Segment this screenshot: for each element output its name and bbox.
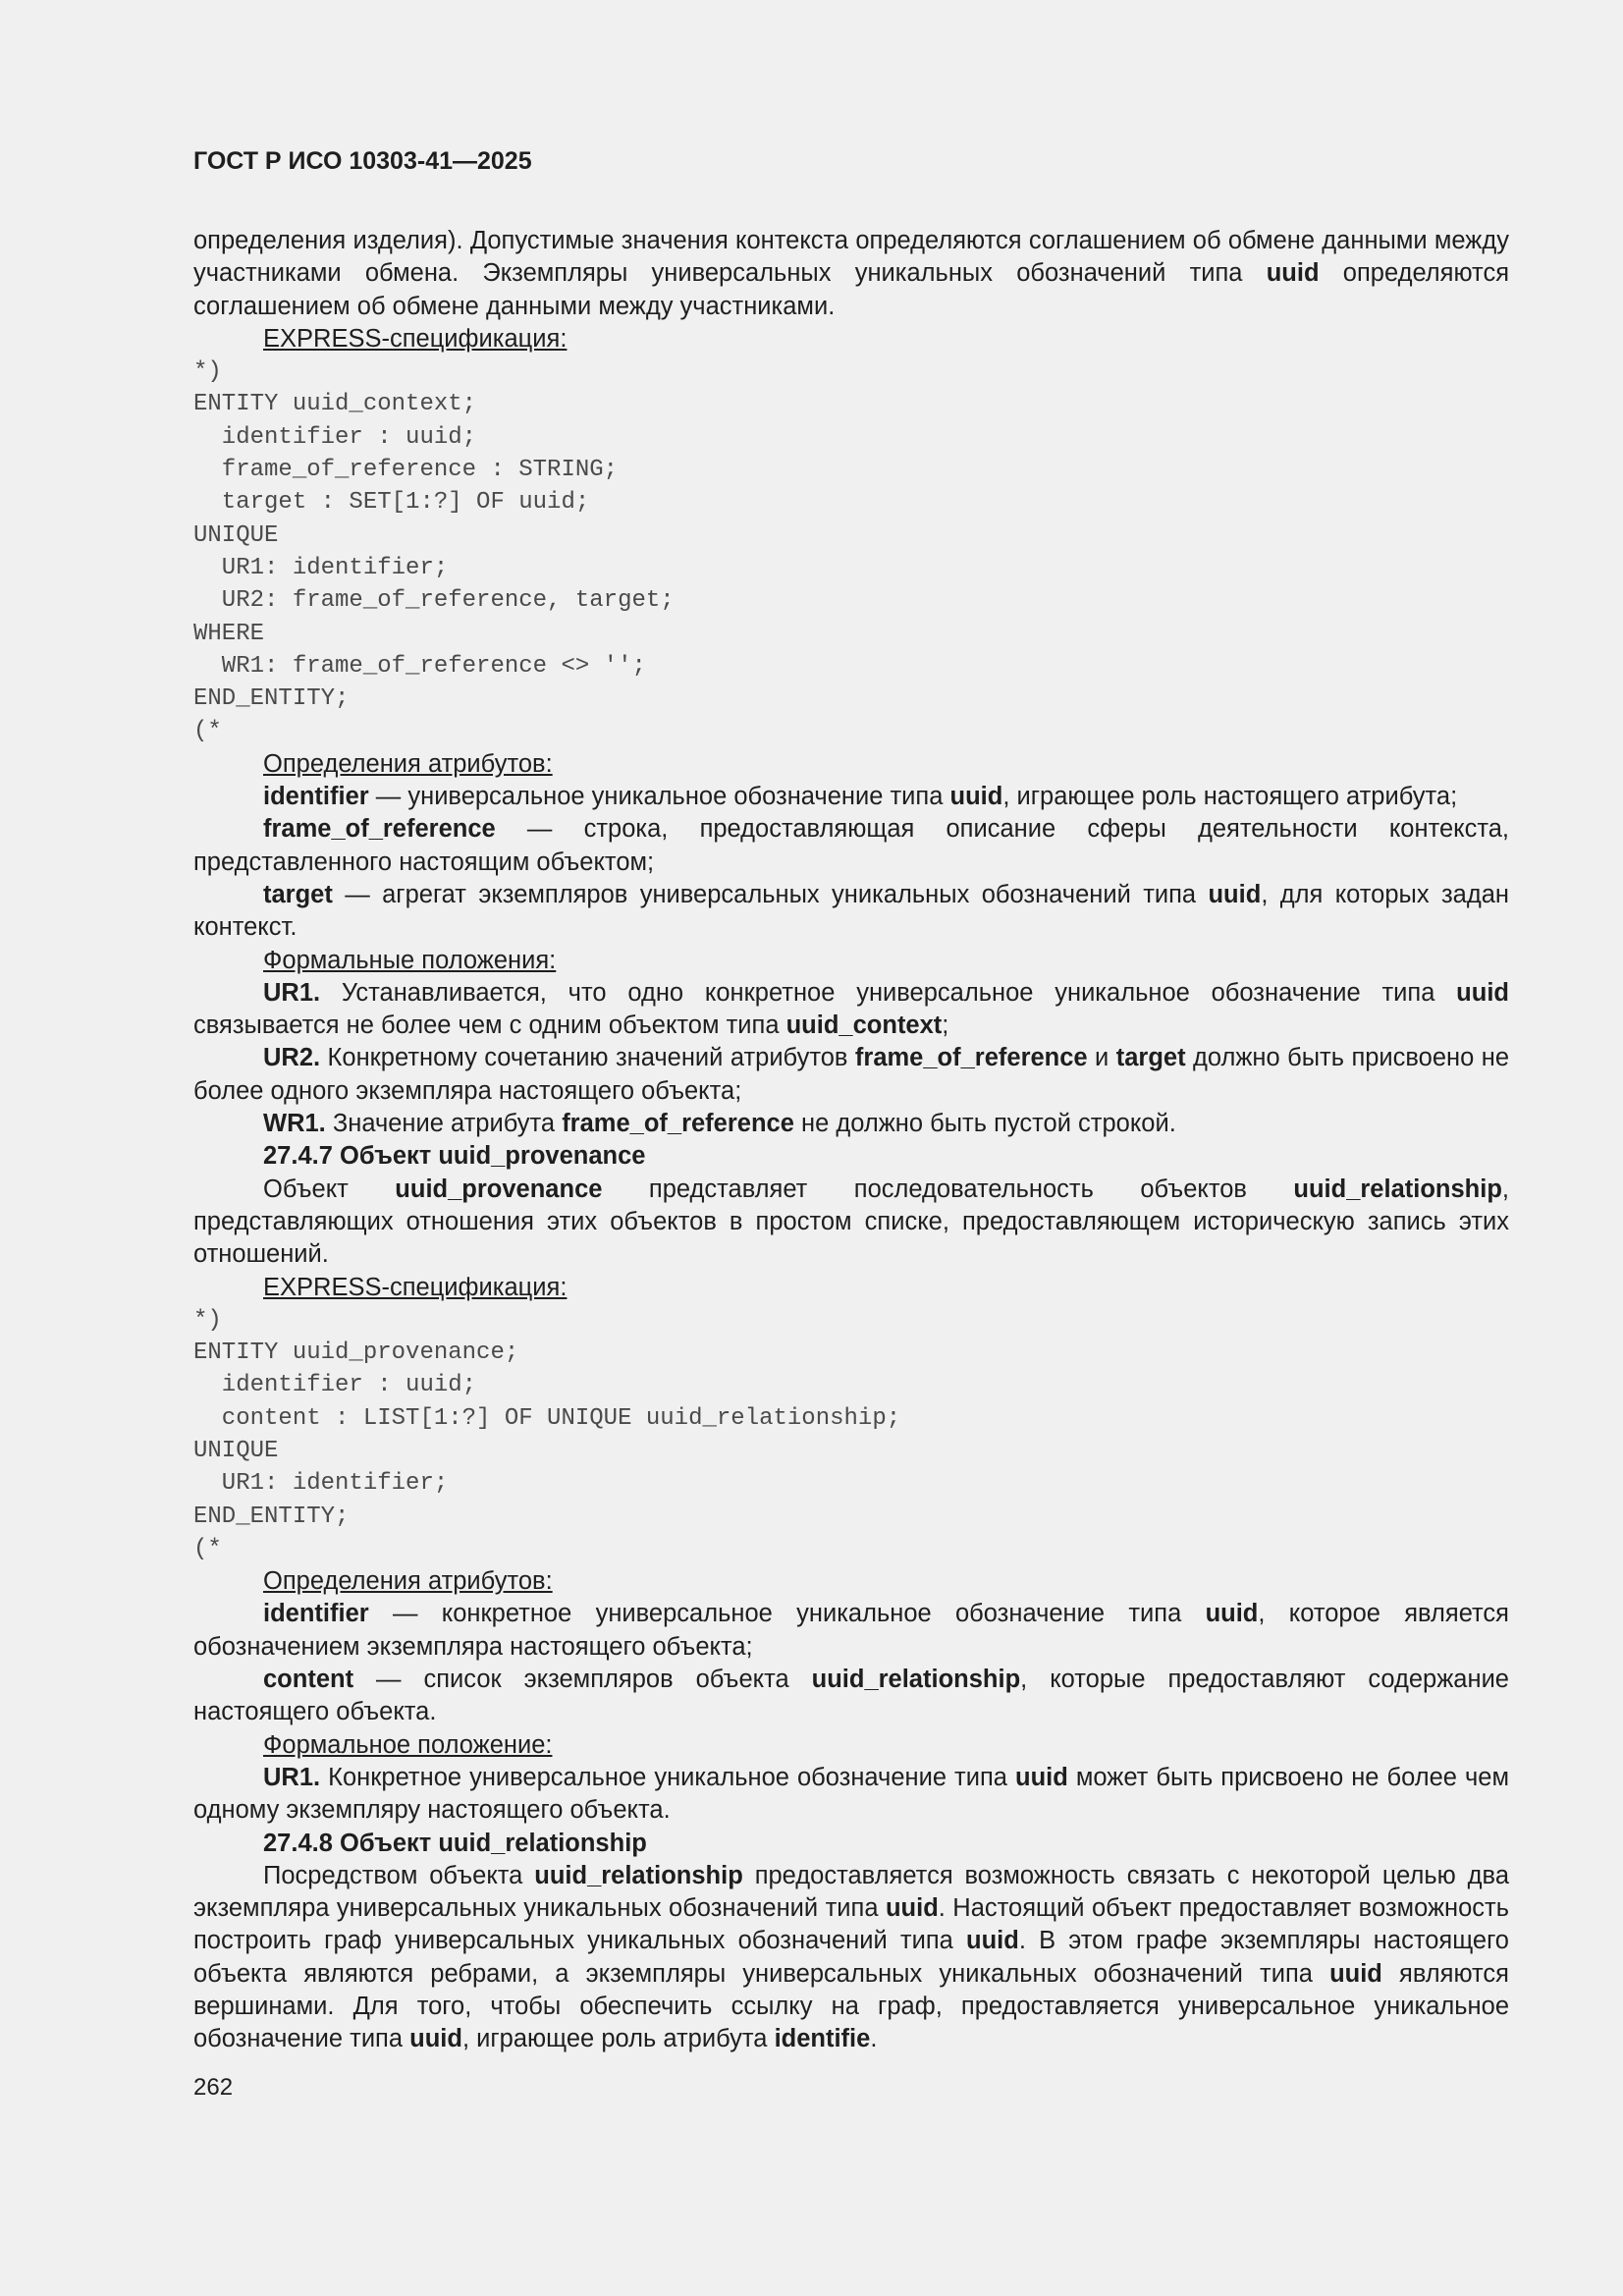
bold-term: uuid: [1205, 1600, 1259, 1628]
paragraph: Объект uuid_provenance представляет последовательность объектов uuid_relationship, представляющих отношения этих объектов в простом списке, предоставляющем историческую запись этих отношений.: [193, 1175, 1510, 1269]
bold-term: uuid: [1266, 259, 1320, 288]
bold-term: content: [263, 1666, 354, 1694]
paragraph: WR1. Значение атрибута frame_of_reference не должно быть пустой строкой.: [263, 1110, 1176, 1138]
paragraph: identifier — конкретное универсальное уникальное обозначение типа uuid, которое является обозначением экземпляра настоящего объекта;: [193, 1600, 1509, 1661]
bold-term: uuid: [966, 1927, 1019, 1955]
bold-term: uuid_relationship: [534, 1861, 743, 1889]
paragraph: content — список экземпляров объекта uuid_relationship, которые предоставляют содержание настоящего объекта.: [193, 1666, 1509, 1726]
bold-term: identifier: [263, 1600, 369, 1628]
bold-term: frame_of_reference: [263, 815, 496, 844]
bold-term: UR1.: [263, 1763, 321, 1791]
bold-term: uuid_relationship: [1293, 1175, 1502, 1203]
paragraph: UR1. Конкретное универсальное уникальное обозначение типа uuid может быть присвоено не более чем одному экземпляру настоящего объекта.: [193, 1763, 1509, 1825]
bold-term: uuid: [409, 2025, 462, 2053]
paragraph: Посредством объекта uuid_relationship предоставляется возможность связать с некоторой целью два экземпляра универсальных уникальных обозначений типа uuid. Настоящий объект предоставляет возможность построить граф универсальных уникальных обозначений типа uuid. В этом графе экземпляры настоящего объекта являются ребрами, а экземпляры универсальных уникальных обозначений типа uuid являются вершинами. Для того, чтобы обеспечить ссылку на граф, предоставляется универсальное уникальное обозначение типа uuid, играющее роль атрибута identifie.: [193, 1861, 1510, 2053]
bold-term: uuid: [1329, 1959, 1382, 1988]
bold-term: frame_of_reference: [854, 1044, 1088, 1072]
express-code-block: *) ENTITY uuid_provenance; identifier : uuid; content : LIST[1:?] OF UNIQUE uuid_relationship; UNIQUE UR1: identifier; END_ENTITY; (*: [193, 1306, 901, 1562]
paragraph: UR2. Конкретному сочетанию значений атрибутов frame_of_reference и target должно быть присвоено не более одного экземпляра настоящего объекта;: [193, 1044, 1510, 1105]
bold-term: uuid: [1208, 880, 1262, 908]
bold-term: identifier: [263, 783, 369, 811]
section-heading: 27.4.7 Объект uuid_provenance: [263, 1142, 646, 1171]
bold-term: identifie: [774, 2025, 871, 2053]
section-heading: 27.4.8 Объект uuid_relationship: [263, 1829, 647, 1857]
bold-term: WR1.: [263, 1110, 326, 1138]
bold-term: uuid: [1015, 1763, 1068, 1791]
paragraph: target — агрегат экземпляров универсальных уникальных обозначений типа uuid, для которых задан контекст.: [193, 880, 1509, 942]
bold-term: UR2.: [263, 1044, 321, 1072]
paragraph: identifier — универсальное уникальное обозначение типа uuid, играющее роль настоящего атрибута;: [263, 783, 1458, 811]
subsection-label: EXPRESS-спецификация:: [263, 324, 568, 353]
bold-term: target: [263, 880, 333, 908]
document-header: ГОСТ Р ИСО 10303-41—2025: [193, 147, 532, 175]
bold-term: uuid: [949, 783, 1003, 811]
paragraph: определения изделия). Допустимые значения контекста определяются соглашением об обмене данными между участниками обмена. Экземпляры универсальных уникальных обозначений типа uuid определяются соглашением об обмене данными между участниками.: [193, 227, 1510, 320]
paragraph: UR1. Устанавливается, что одно конкретное универсальное уникальное обозначение типа uuid связывается не более чем с одним объектом типа uuid_context;: [193, 978, 1509, 1040]
subsection-label: Формальные положения:: [263, 946, 557, 974]
subsection-label: Определения атрибутов:: [263, 749, 553, 778]
bold-term: UR1.: [263, 978, 321, 1007]
bold-term: uuid: [1456, 978, 1509, 1007]
bold-term: uuid_provenance: [395, 1175, 603, 1203]
bold-term: uuid_context: [785, 1011, 943, 1040]
subsection-label: Формальное положение:: [263, 1730, 553, 1759]
page-number: 262: [193, 2074, 234, 2101]
paragraph: frame_of_reference — строка, предоставляющая описание сферы деятельности контекста, представленного настоящим объектом;: [193, 815, 1509, 876]
bold-term: frame_of_reference: [562, 1110, 794, 1138]
body-text: [193, 225, 1509, 2056]
express-code-block: *) ENTITY uuid_context; identifier : uuid; frame_of_reference : STRING; target : SET[1:?] OF uuid; UNIQUE UR1: identifier; UR2: frame_of_reference, target; WHERE WR1: frame_of_reference <> ''; END_ENTITY; (*: [193, 358, 675, 745]
bold-term: target: [1115, 1044, 1186, 1072]
subsection-label: Определения атрибутов:: [263, 1567, 553, 1596]
bold-term: uuid_relationship: [811, 1666, 1021, 1694]
bold-term: uuid: [885, 1894, 939, 1923]
subsection-label: EXPRESS-спецификация:: [263, 1273, 568, 1301]
